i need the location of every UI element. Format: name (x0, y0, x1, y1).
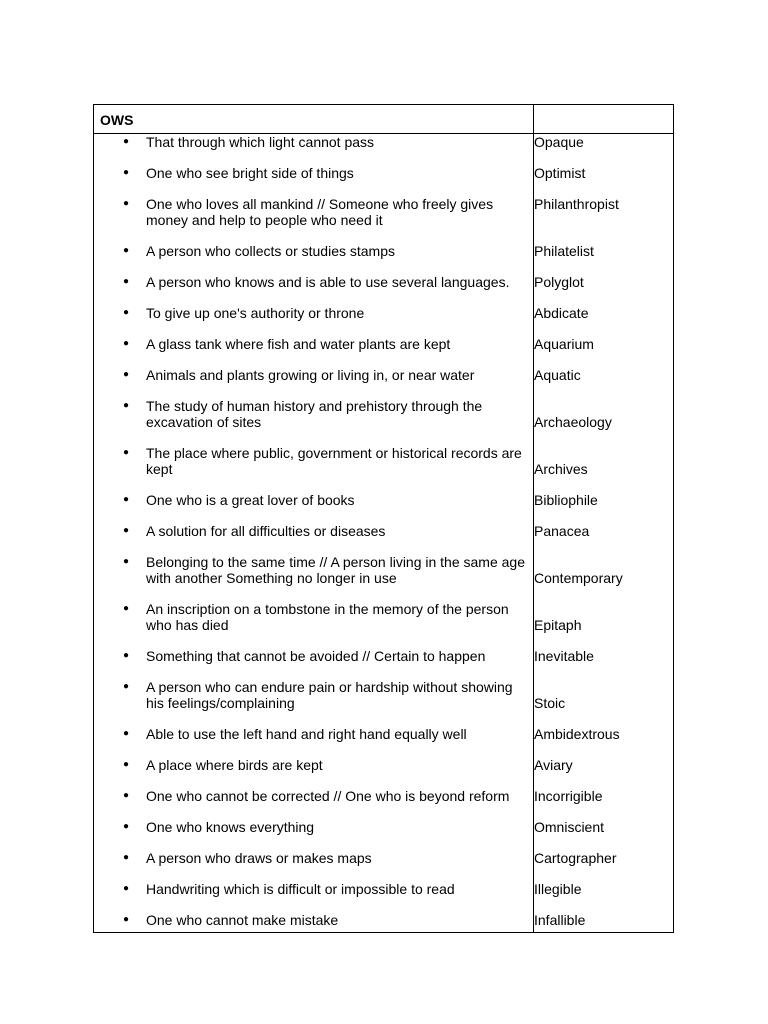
definition-text: Handwriting which is difficult or impossible to read (146, 881, 455, 897)
bullet-icon: ● (123, 307, 130, 318)
word-text: Stoic (534, 695, 566, 711)
definition-text: One who knows everything (146, 819, 315, 835)
word-text: Epitaph (534, 617, 582, 633)
definition-text: The place where public, government or historical records are kept (146, 445, 522, 477)
bullet-icon: ● (123, 650, 130, 661)
definition-text: Able to use the left hand and right hand equally well (146, 726, 467, 742)
definition-text: One who loves all mankind // Someone who freely gives money and help to people who need it (146, 196, 494, 228)
word-text: Aquatic (534, 367, 581, 383)
bullet-icon: ● (123, 136, 130, 147)
list-item (94, 243, 533, 259)
word-text: Incorrigible (534, 788, 603, 804)
list-item (94, 336, 533, 352)
definition-text: A glass tank where fish and water plants are kept (146, 336, 451, 352)
list-item (94, 196, 533, 228)
list-item (94, 398, 533, 430)
word-text: Philanthropist (534, 196, 619, 212)
list-item (94, 445, 533, 477)
bullet-icon: ● (123, 276, 130, 287)
list-item (94, 648, 533, 664)
definition-text: One who see bright side of things (146, 165, 354, 181)
bullet-icon: ● (123, 681, 130, 692)
word-text: Omniscient (534, 819, 605, 835)
word-text: Aviary (534, 757, 573, 773)
bullet-icon: ● (123, 556, 130, 567)
word-text: Inevitable (534, 648, 594, 664)
definition-text: One who is a great lover of books (146, 492, 355, 508)
words-cell (534, 134, 674, 933)
word-text: Contemporary (534, 570, 623, 586)
list-item (94, 788, 533, 804)
list-item (94, 305, 533, 321)
word-text: Cartographer (534, 850, 617, 866)
list-item (94, 554, 533, 586)
definition-text: One who cannot make mistake (146, 912, 339, 928)
definition-text: One who cannot be corrected // One who is beyond reform (146, 788, 510, 804)
list-item (94, 165, 533, 181)
list-item (94, 601, 533, 633)
list-item (94, 912, 533, 928)
definition-text: That through which light cannot pass (146, 134, 375, 150)
word-text: Bibliophile (534, 492, 598, 508)
definition-text: Something that cannot be avoided // Certain to happen (146, 648, 486, 664)
word-text: Aquarium (534, 336, 594, 352)
table-body-row (94, 134, 674, 933)
list-item (94, 523, 533, 539)
list-item (94, 134, 533, 150)
definition-text: The study of human history and prehistory through the excavation of sites (146, 398, 483, 430)
table-header-title: OWS (94, 105, 534, 134)
word-text: Archaeology (534, 414, 612, 430)
word-text: Archives (534, 461, 588, 477)
bullet-icon: ● (123, 369, 130, 380)
bullet-icon: ● (123, 759, 130, 770)
bullet-icon: ● (123, 852, 130, 863)
word-text: Polyglot (534, 274, 584, 290)
bullet-icon: ● (123, 400, 130, 411)
list-item (94, 492, 533, 508)
definitions-cell (94, 134, 534, 933)
definition-text: Animals and plants growing or living in, or near water (146, 367, 475, 383)
bullet-icon: ● (123, 245, 130, 256)
list-item (94, 819, 533, 835)
table-header-empty (534, 105, 674, 134)
word-text: Panacea (534, 523, 590, 539)
word-text: Ambidextrous (534, 726, 620, 742)
bullet-icon: ● (123, 198, 130, 209)
definition-text: A person who knows and is able to use several languages. (146, 274, 510, 290)
list-item (94, 757, 533, 773)
definition-text: A person who draws or makes maps (146, 850, 372, 866)
bullet-icon: ● (123, 167, 130, 178)
definition-text: To give up one's authority or throne (146, 305, 365, 321)
list-item (94, 367, 533, 383)
word-text: Illegible (534, 881, 582, 897)
ows-table (93, 104, 674, 933)
bullet-icon: ● (123, 728, 130, 739)
list-item (94, 850, 533, 866)
word-text: Optimist (534, 165, 586, 181)
bullet-icon: ● (123, 914, 130, 925)
bullet-icon: ● (123, 338, 130, 349)
bullet-icon: ● (123, 883, 130, 894)
list-item (94, 274, 533, 290)
list-item (94, 726, 533, 742)
definition-text: A place where birds are kept (146, 757, 323, 773)
word-text: Abdicate (534, 305, 589, 321)
list-item (94, 679, 533, 711)
definition-text: A solution for all difficulties or diseases (146, 523, 386, 539)
bullet-icon: ● (123, 494, 130, 505)
bullet-icon: ● (123, 603, 130, 614)
definition-text: An inscription on a tombstone in the memory of the person who has died (146, 601, 509, 633)
word-text: Opaque (534, 134, 584, 150)
definition-text: A person who can endure pain or hardship without showing his feelings/complaining (146, 679, 513, 711)
bullet-icon: ● (123, 525, 130, 536)
word-text: Philatelist (534, 243, 594, 259)
bullet-icon: ● (123, 447, 130, 458)
definition-text: A person who collects or studies stamps (146, 243, 396, 259)
definition-text: Belonging to the same time // A person living in the same age with another Something no longer in use (146, 554, 526, 586)
bullet-icon: ● (123, 790, 130, 801)
bullet-icon: ● (123, 821, 130, 832)
list-item (94, 881, 533, 897)
table-header-row (94, 105, 674, 134)
word-text: Infallible (534, 912, 586, 928)
